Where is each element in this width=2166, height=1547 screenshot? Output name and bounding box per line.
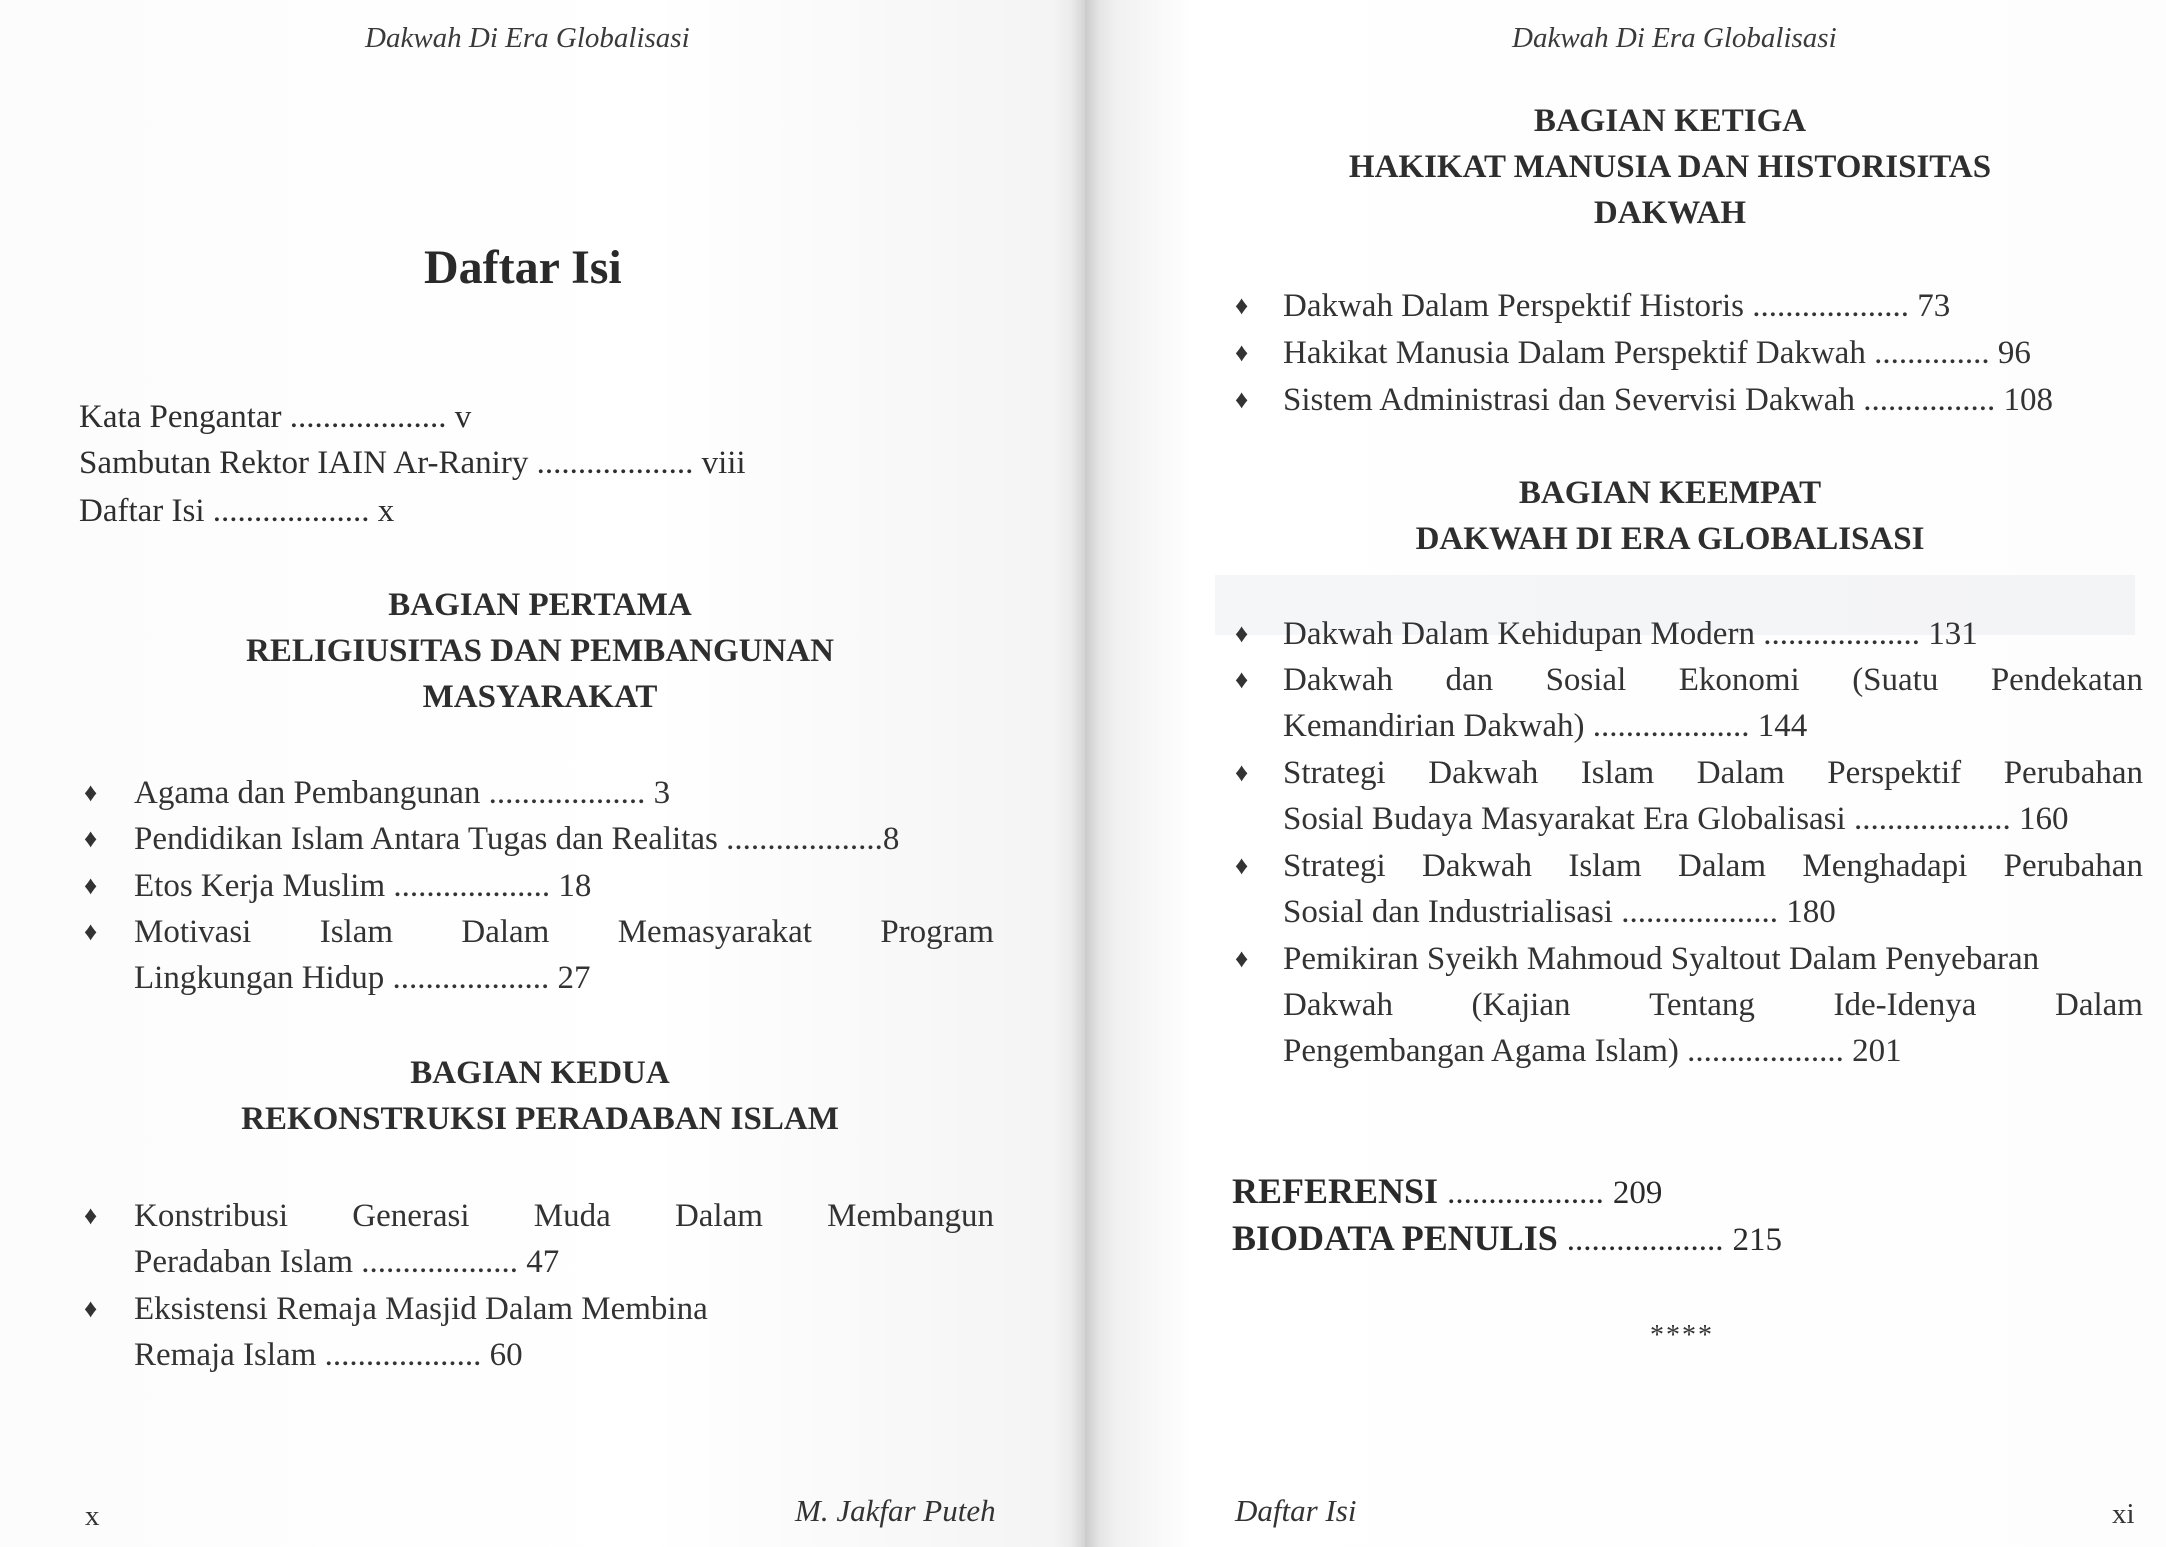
footer-daftar-isi: Daftar Isi	[1235, 1493, 1357, 1528]
section-heading-bagian-pertama: BAGIAN PERTAMA RELIGIUSITAS DAN PEMBANGUNAN MASYARAKAT	[246, 587, 834, 715]
book-gutter	[1070, 0, 1100, 1547]
diamond-icon: ♦	[84, 871, 98, 900]
toc-entry-sistem-administrasi[interactable]: ♦ Sistem Administrasi dan Severvisi Dakwah ................ 108	[1235, 377, 2143, 423]
diamond-icon: ♦	[84, 778, 98, 807]
toc-entry-etos-kerja[interactable]: ♦ Etos Kerja Muslim ................... 18	[84, 863, 994, 909]
author-footer: M. Jakfar Puteh	[795, 1493, 996, 1528]
toc-entry-strategi-industrialisasi[interactable]: ♦ Strategi Dakwah Islam Dalam Menghadapi Perubahan Sosial dan Industrialisasi ................... 180	[1235, 843, 2143, 935]
running-head-left: Dakwah Di Era Globalisasi	[365, 22, 690, 54]
page-number-right: xi	[2112, 1498, 2135, 1530]
diamond-icon: ♦	[84, 1294, 98, 1323]
end-mark: ****	[1650, 1320, 1714, 1351]
diamond-icon: ♦	[1235, 665, 1249, 694]
diamond-icon: ♦	[1235, 944, 1249, 973]
diamond-icon: ♦	[84, 1201, 98, 1230]
running-head-right: Dakwah Di Era Globalisasi	[1512, 22, 1837, 54]
section-heading-bagian-kedua: BAGIAN KEDUA REKONSTRUKSI PERADABAN ISLAM	[241, 1055, 839, 1137]
toc-entry-agama-pembangunan[interactable]: ♦ Agama dan Pembangunan ................... 3	[84, 770, 994, 816]
toc-entry-strategi-perubahan-sosial[interactable]: ♦ Strategi Dakwah Islam Dalam Perspektif Perubahan Sosial Budaya Masyarakat Era Globalisasi ................... 160	[1235, 750, 2143, 842]
diamond-icon: ♦	[84, 917, 98, 946]
diamond-icon: ♦	[1235, 291, 1249, 320]
diamond-icon: ♦	[1235, 758, 1249, 787]
page-number-left: x	[85, 1500, 100, 1532]
diamond-icon: ♦	[84, 824, 98, 853]
toc-front-daftar-isi[interactable]: Daftar Isi ................... x	[79, 493, 395, 529]
diamond-icon: ♦	[1235, 619, 1249, 648]
toc-entry-dakwah-historis[interactable]: ♦ Dakwah Dalam Perspektif Historis ................... 73	[1235, 283, 2143, 329]
section-heading-bagian-ketiga: BAGIAN KETIGA HAKIKAT MANUSIA DAN HISTORISITAS DAKWAH	[1348, 103, 1992, 231]
toc-entry-hakikat-manusia[interactable]: ♦ Hakikat Manusia Dalam Perspektif Dakwah .............. 96	[1235, 330, 2143, 376]
section-heading-bagian-keempat: BAGIAN KEEMPAT DAKWAH DI ERA GLOBALISASI	[1415, 475, 1925, 557]
toc-entry-motivasi-islam[interactable]: ♦ Motivasi Islam Dalam Memasyarakat Program Lingkungan Hidup ................... 27	[84, 909, 994, 1001]
toc-entry-konstribusi-generasi[interactable]: ♦ Konstribusi Generasi Muda Dalam Membangun Peradaban Islam ................... 47	[84, 1193, 994, 1285]
toc-back-referensi[interactable]: REFERENSI ................... 209	[1232, 1171, 1663, 1211]
diamond-icon: ♦	[1235, 385, 1249, 414]
toc-front-sambutan[interactable]: Sambutan Rektor IAIN Ar-Raniry ................... viii	[79, 445, 746, 481]
toc-back-biodata[interactable]: BIODATA PENULIS ................... 215	[1232, 1218, 1782, 1258]
toc-front-kata-pengantar[interactable]: Kata Pengantar ................... v	[79, 399, 472, 435]
toc-entry-kehidupan-modern[interactable]: ♦ Dakwah Dalam Kehidupan Modern ................... 131	[1235, 611, 2143, 657]
diamond-icon: ♦	[1235, 338, 1249, 367]
toc-entry-pemikiran-syaltout[interactable]: ♦ Pemikiran Syeikh Mahmoud Syaltout Dalam Penyebaran Dakwah (Kajian Tentang Ide-Idenya Dalam Pengembangan Agama Islam) ................... 201	[1235, 936, 2143, 1074]
toc-entry-eksistensi-remaja[interactable]: ♦ Eksistensi Remaja Masjid Dalam Membina Remaja Islam ................... 60	[84, 1286, 994, 1378]
toc-entry-sosial-ekonomi[interactable]: ♦ Dakwah dan Sosial Ekonomi (Suatu Pendekatan Kemandirian Dakwah) ................... 144	[1235, 657, 2143, 749]
toc-entry-pendidikan-islam[interactable]: ♦ Pendidikan Islam Antara Tugas dan Realitas ...................8	[84, 816, 994, 862]
page-title: Daftar Isi	[424, 241, 622, 294]
diamond-icon: ♦	[1235, 851, 1249, 880]
